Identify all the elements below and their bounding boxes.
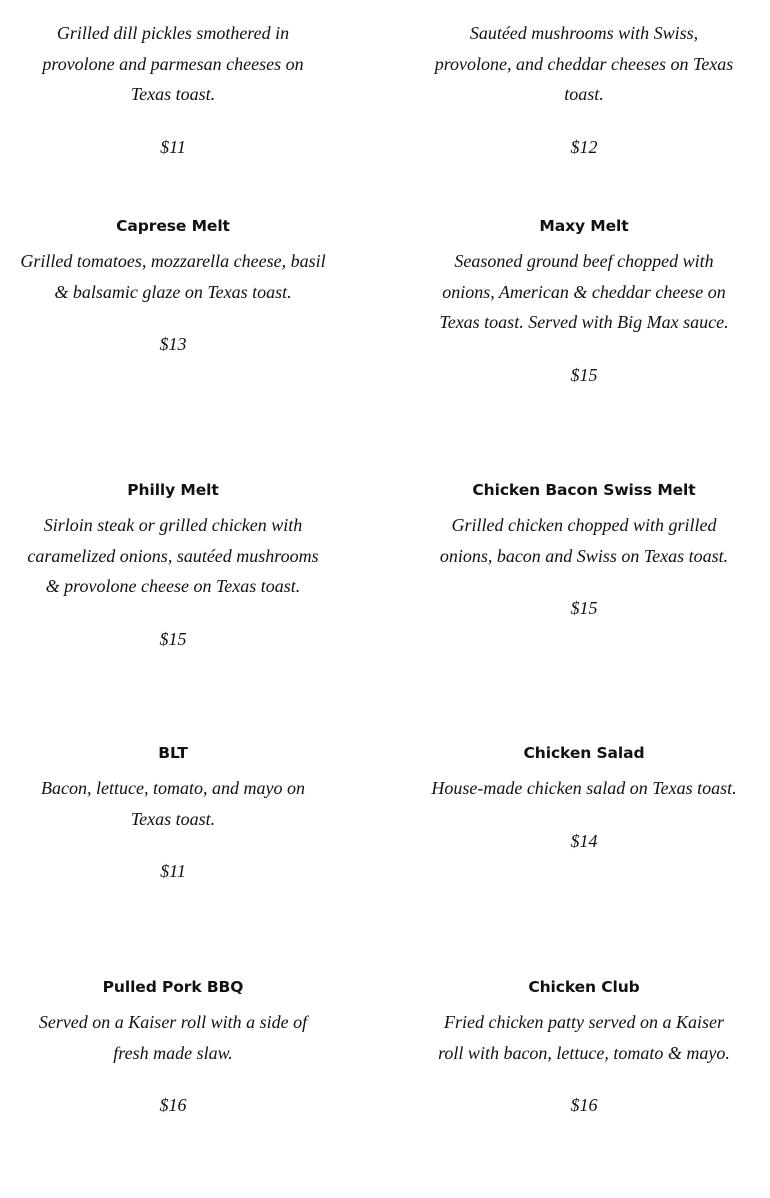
item-description: Bacon, lettuce, tomato, and mayo on Texas toast. bbox=[41, 778, 305, 829]
item-description: Sautéed mushrooms with Swiss, provolone, and cheddar cheeses on Texas toast. bbox=[434, 23, 734, 104]
item-description: Grilled dill pickles smothered in provolone and parmesan cheeses on Texas toast. bbox=[42, 23, 304, 104]
item-price: $11 bbox=[160, 136, 186, 157]
item-price: $15 bbox=[570, 364, 598, 385]
item-name: Chicken Salad bbox=[523, 744, 645, 762]
menu-item-pickle-melt bbox=[8, 18, 338, 159]
item-price: $11 bbox=[160, 861, 186, 881]
item-description: Fried chicken patty served on a Kaiser roll with bacon, lettuce, tomato & mayo. bbox=[438, 1012, 730, 1063]
item-price: $15 bbox=[159, 628, 187, 649]
menu-item-chicken-salad bbox=[419, 743, 749, 853]
item-price: $16 bbox=[159, 1095, 187, 1115]
item-description: Seasoned ground beef chopped with onions, American & cheddar cheese on Texas toast. Served with Big Max sauce. bbox=[439, 251, 729, 332]
menu-item-blt bbox=[8, 743, 338, 883]
menu-item-caprese-melt bbox=[8, 216, 338, 356]
item-description: Grilled chicken chopped with grilled onions, bacon and Swiss on Texas toast. bbox=[439, 515, 729, 566]
menu-item-pulled-pork-bbq bbox=[8, 977, 338, 1117]
item-name: BLT bbox=[158, 744, 188, 762]
item-name: Maxy Melt bbox=[539, 217, 629, 235]
menu-item-mushroom-melt bbox=[419, 18, 749, 159]
item-name: Philly Melt bbox=[127, 481, 219, 499]
item-price: $14 bbox=[570, 830, 598, 851]
item-name: Caprese Melt bbox=[116, 217, 230, 235]
item-name: Chicken Club bbox=[528, 978, 640, 996]
item-description: Grilled tomatoes, mozzarella cheese, basil & balsamic glaze on Texas toast. bbox=[20, 251, 326, 302]
menu-item-maxy-melt bbox=[419, 216, 749, 387]
item-price: $15 bbox=[570, 598, 598, 618]
menu-item-chicken-bacon-swiss-melt bbox=[419, 480, 749, 620]
item-description: House-made chicken salad on Texas toast. bbox=[431, 778, 737, 798]
item-name: Chicken Bacon Swiss Melt bbox=[472, 481, 696, 499]
item-name: Pulled Pork BBQ bbox=[102, 978, 244, 996]
item-description: Sirloin steak or grilled chicken with caramelized onions, sautéed mushrooms & provolone cheese on Texas toast. bbox=[27, 515, 319, 596]
menu-item-philly-melt bbox=[8, 480, 338, 651]
item-price: $16 bbox=[570, 1095, 598, 1115]
item-price: $13 bbox=[159, 334, 187, 354]
item-price: $12 bbox=[570, 136, 598, 157]
item-description: Served on a Kaiser roll with a side of fresh made slaw. bbox=[38, 1012, 308, 1063]
menu-item-chicken-club bbox=[419, 977, 749, 1117]
